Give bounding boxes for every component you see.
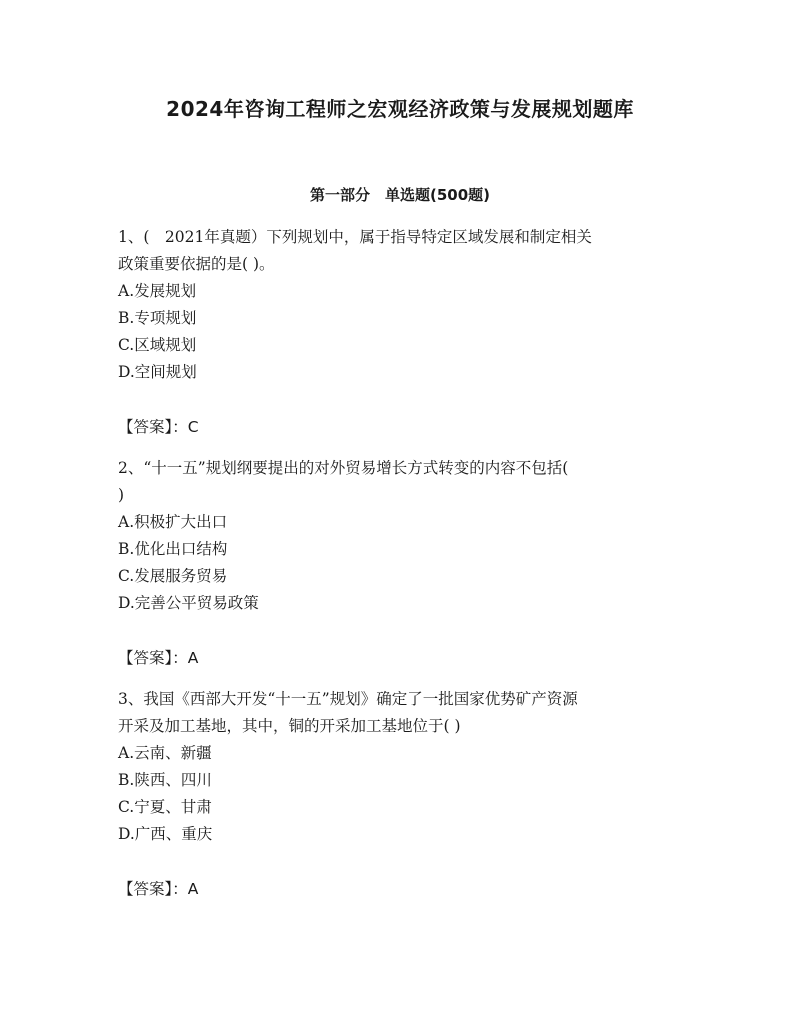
question-3-stem-line-2: 开采及加工基地，其中，铜的开采加工基地位于( ) [118, 717, 461, 735]
question-2-option-b: B.优化出口结构 [118, 540, 228, 558]
document-title: 2024年咨询工程师之宏观经济政策与发展规划题库 [166, 97, 634, 121]
section-title: 第一部分 单选题(500题) [309, 186, 491, 204]
question-3-option-a: A.云南、新疆 [118, 744, 212, 762]
question-2-option-d: D.完善公平贸易政策 [118, 594, 259, 612]
question-3-option-d: D.广西、重庆 [118, 825, 213, 843]
question-2-stem-line-2: ) [118, 486, 125, 504]
question-2-answer [118, 645, 198, 672]
question-1-option-a: A.发展规划 [118, 282, 197, 300]
question-2-option-a: A.积极扩大出口 [118, 513, 228, 531]
question-1-option-d: D.空间规划 [118, 363, 197, 381]
question-2-option-c: C.发展服务贸易 [118, 567, 228, 585]
question-1-stem-line-2: 政策重要依据的是( )。 [118, 255, 275, 273]
question-1-option-b: B.专项规划 [118, 309, 197, 327]
question-3-option-b: B.陕西、四川 [118, 771, 212, 789]
answer-label: 【答案】： [118, 649, 188, 667]
question-2-stem-line-1: 2、“十一五”规划纲要提出的对外贸易增长方式转变的内容不包括( [118, 459, 569, 477]
answer-value: C [187, 418, 199, 436]
answer-label: 【答案】： [118, 880, 188, 898]
question-3-stem-line-1: 3、我国《西部大开发“十一五”规划》确定了一批国家优势矿产资源 [118, 690, 578, 708]
question-3-answer [118, 876, 198, 903]
question-3-option-c: C.宁夏、甘肃 [118, 798, 212, 816]
question-1-answer [118, 414, 199, 441]
answer-label: 【答案】： [118, 418, 188, 436]
question-1-stem-line-1: 1、( 2021年真题）下列规划中，属于指导特定区域发展和制定相关 [118, 228, 592, 246]
answer-value: A [187, 880, 199, 898]
question-1-option-c: C.区域规划 [118, 336, 197, 354]
answer-value: A [187, 649, 199, 667]
